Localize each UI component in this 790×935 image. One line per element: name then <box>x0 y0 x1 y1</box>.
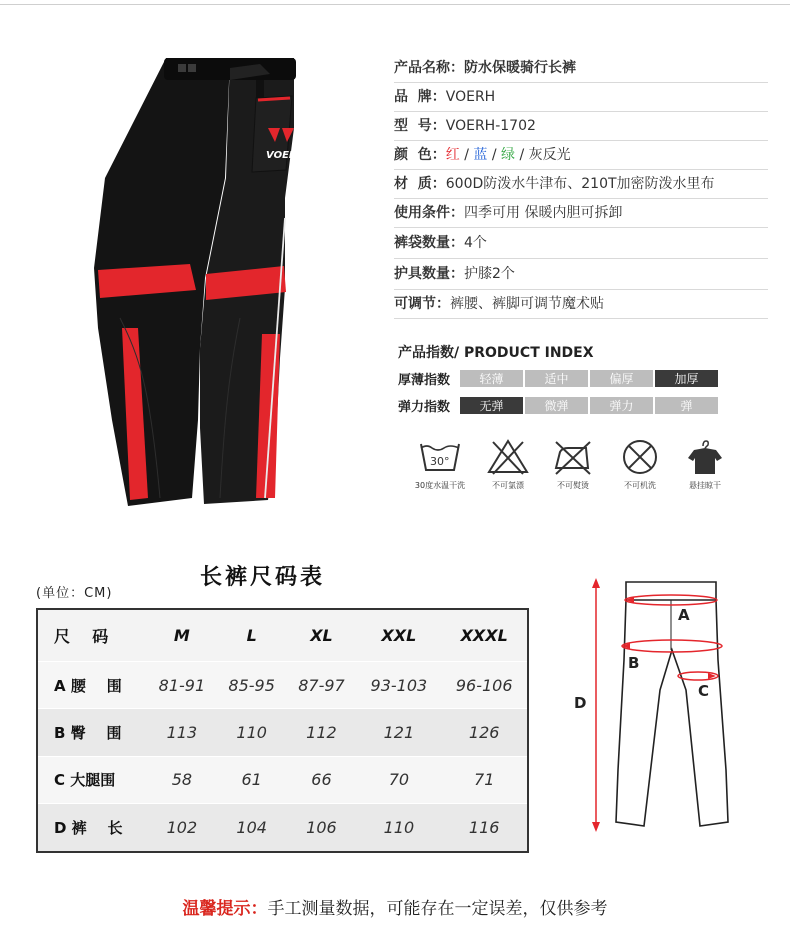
pants-photo <box>80 28 325 508</box>
product-info <box>394 54 768 319</box>
info-row-usage <box>394 199 768 228</box>
thickness-option: 轻薄 <box>460 370 523 387</box>
care-caption: 悬挂晾干 <box>689 481 721 490</box>
info-label: 颜 色： <box>394 147 446 163</box>
table-cell: 116 <box>441 804 528 852</box>
color-red: 红 <box>445 147 460 163</box>
thickness-option: 适中 <box>525 370 588 387</box>
table-cell: 96-106 <box>441 662 528 709</box>
index-label: 厚薄指数 <box>398 372 451 388</box>
table-header-cell: L <box>217 609 287 662</box>
care-hang-dry <box>670 438 740 491</box>
table-cell: 110 <box>356 804 441 852</box>
info-value: 四季可用 保暖内胆可拆卸 <box>464 205 623 221</box>
row-label: C 大腿围 <box>37 756 147 803</box>
table-cell: 81-91 <box>147 662 217 709</box>
care-caption: 不可氯漂 <box>492 481 524 490</box>
label-a: A <box>678 606 690 624</box>
info-value: 防水保暖骑行长裤 <box>464 60 576 76</box>
info-value: 4个 <box>464 235 487 251</box>
no-machine-wash-icon <box>617 438 663 476</box>
info-label: 护具数量： <box>394 266 464 282</box>
color-green: 绿 <box>501 147 515 163</box>
table-row <box>37 662 528 709</box>
label-d: D <box>574 694 587 712</box>
table-cell: 87-97 <box>287 662 357 709</box>
brand-logo-text: VOERH <box>266 150 305 161</box>
index-label: 弹力指数 <box>398 399 451 415</box>
care-caption: 不可机洗 <box>624 481 656 490</box>
tip-label: 温馨提示： <box>182 899 268 919</box>
elasticity-option: 弹力 <box>590 397 653 414</box>
no-iron-icon <box>550 438 596 476</box>
table-header-row <box>37 609 528 662</box>
info-row-material <box>394 170 768 199</box>
svg-text:30°: 30° <box>430 455 450 468</box>
info-value: VOERH <box>445 89 496 105</box>
label-b: B <box>628 654 640 672</box>
elasticity-option: 微弹 <box>525 397 588 414</box>
table-cell: 93-103 <box>356 662 441 709</box>
table-cell: 61 <box>217 756 287 803</box>
info-label: 使用条件： <box>394 205 464 221</box>
color-blue: 蓝 <box>473 147 488 163</box>
elasticity-option-selected: 无弹 <box>460 397 523 414</box>
care-caption: 30度水温干洗 <box>414 481 466 490</box>
info-label: 产品名称： <box>394 60 464 76</box>
table-cell: 106 <box>287 804 357 852</box>
row-label: B 臀 围 <box>37 709 147 756</box>
thickness-option-selected: 加厚 <box>655 370 718 387</box>
wash-30-icon <box>417 438 463 476</box>
table-cell: 126 <box>441 709 528 756</box>
care-no-iron <box>538 438 608 491</box>
size-chart-title: 长裤尺码表 <box>200 565 326 590</box>
label-c: C <box>698 682 710 700</box>
care-wash-30 <box>405 438 475 491</box>
no-bleach-icon <box>485 438 531 476</box>
table-cell: 121 <box>356 709 441 756</box>
table-header-cell: XXXL <box>441 609 528 662</box>
table-header-cell: XXL <box>356 609 441 662</box>
elasticity-option: 弹 <box>655 397 718 414</box>
top-divider <box>0 4 790 5</box>
info-label: 可调节： <box>394 296 450 312</box>
row-label: D 裤 长 <box>37 804 147 852</box>
row-label: A 腰 围 <box>37 662 147 709</box>
info-value: VOERH-1702 <box>445 118 536 134</box>
measurement-tip <box>0 894 790 919</box>
table-header-cell: 尺 码 <box>37 609 147 662</box>
info-label: 裤袋数量： <box>394 235 464 251</box>
care-caption: 不可熨烫 <box>557 481 589 490</box>
info-row-color: 颜 色：红 / 蓝 / 绿 / 灰反光 <box>394 141 768 170</box>
info-row-adjustable <box>394 290 768 319</box>
size-table <box>36 608 529 853</box>
color-gray-reflective: 灰反光 <box>528 147 571 163</box>
info-label: 材 质： <box>394 176 446 192</box>
table-cell: 104 <box>217 804 287 852</box>
table-cell: 58 <box>147 756 217 803</box>
table-header-cell: XL <box>287 609 357 662</box>
table-header-cell: M <box>147 609 217 662</box>
info-row-protectors <box>394 259 768 290</box>
info-label: 品 牌： <box>394 89 446 105</box>
table-cell: 66 <box>287 756 357 803</box>
table-row <box>37 756 528 803</box>
info-row-pockets <box>394 228 768 259</box>
elasticity-index <box>398 396 720 414</box>
table-cell: 70 <box>356 756 441 803</box>
table-row <box>37 709 528 756</box>
table-row <box>37 804 528 852</box>
size-chart-unit: (单位：CM) <box>36 586 113 601</box>
table-cell: 85-95 <box>217 662 287 709</box>
care-no-bleach <box>473 438 543 491</box>
info-value: 裤腰、裤脚可调节魔术贴 <box>450 296 604 312</box>
measurement-diagram <box>568 570 778 840</box>
info-value: 护膝2个 <box>464 266 515 282</box>
thickness-index <box>398 369 720 387</box>
table-cell: 112 <box>287 709 357 756</box>
tip-text: 手工测量数据，可能存在一定误差，仅供参考 <box>267 899 608 919</box>
info-row-name <box>394 54 768 83</box>
table-cell: 71 <box>441 756 528 803</box>
info-value: 600D防泼水牛津布、210T加密防泼水里布 <box>445 176 715 192</box>
info-label: 型 号： <box>394 118 446 134</box>
table-cell: 113 <box>147 709 217 756</box>
thickness-option: 偏厚 <box>590 370 653 387</box>
table-cell: 102 <box>147 804 217 852</box>
product-index-title: 产品指数/ PRODUCT INDEX <box>398 345 594 361</box>
info-row-model <box>394 112 768 141</box>
care-no-machine-wash <box>605 438 675 491</box>
hang-dry-icon <box>682 438 728 476</box>
info-row-brand <box>394 83 768 112</box>
table-cell: 110 <box>217 709 287 756</box>
